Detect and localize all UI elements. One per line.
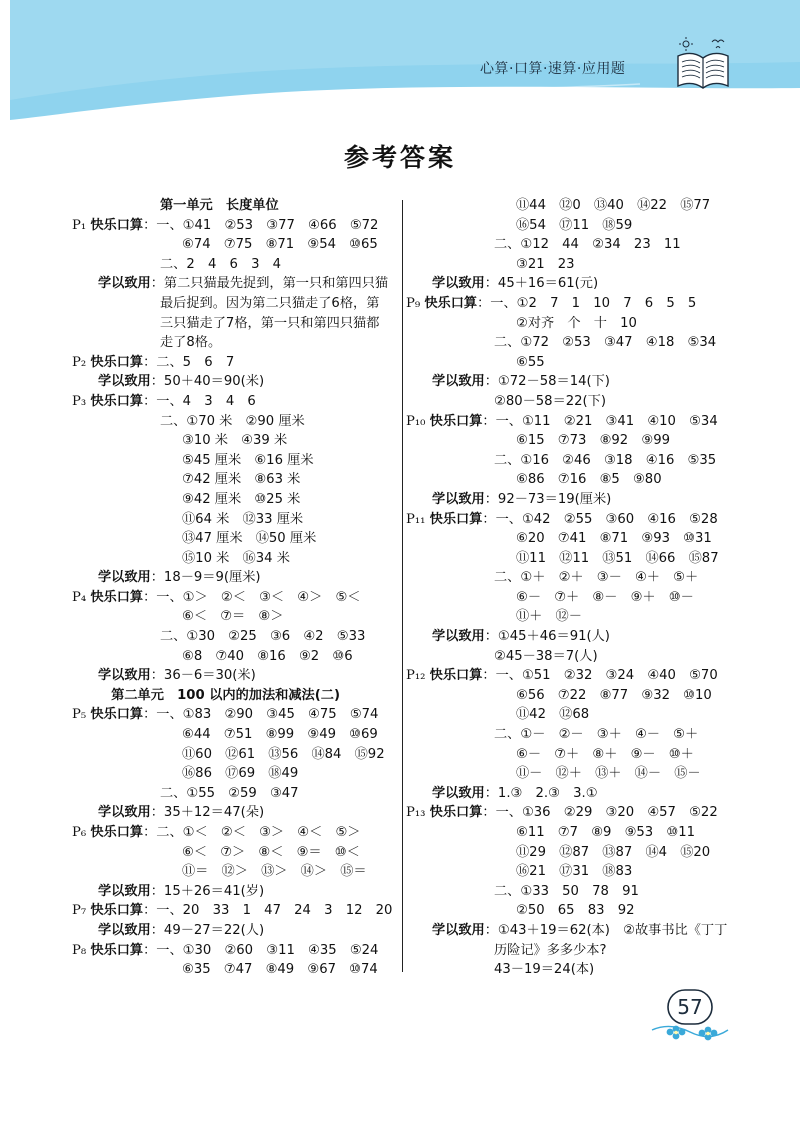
answer-text: ：一、①2 7 1 10 7 6 5 5 [477, 295, 697, 311]
answer-line [72, 705, 400, 725]
page-ref: P₆ [72, 825, 91, 840]
answer-line [72, 353, 400, 373]
answer-line [406, 921, 746, 941]
page-number-badge [650, 986, 730, 1046]
answer-line [406, 686, 746, 706]
answer-text: ⑪29 ⑫87 ⑬87 ⑭4 ⑮20 [516, 844, 711, 860]
answer-text: ：①43＋19＝62(本) ②故事书比《丁丁 [484, 922, 728, 938]
page-ref: P₉ [406, 295, 425, 311]
answer-text: 二、①33 50 78 91 [494, 883, 639, 899]
answer-line [72, 784, 400, 804]
page-ref: P₁₁ [406, 511, 430, 527]
answer-text: ⑯21 ⑰31 ⑱83 [516, 864, 633, 880]
answer-text: 二、①＋ ②＋ ③－ ④＋ ⑤＋ [494, 570, 699, 586]
answer-text: ：①45＋46＝91(人) [484, 629, 610, 645]
answer-text: ⑥86 ⑦16 ⑧5 ⑨80 [516, 472, 662, 488]
section-label: 快乐口算 [90, 589, 144, 605]
answer-line [72, 823, 400, 843]
answer-line [406, 588, 746, 608]
answer-line [406, 314, 746, 334]
answer-line [72, 490, 400, 510]
answer-line [406, 784, 746, 804]
answer-line [72, 412, 400, 432]
answer-line [72, 882, 400, 902]
answer-line [406, 803, 746, 823]
answer-line [406, 294, 746, 314]
answer-line [72, 529, 400, 549]
answer-line [72, 470, 400, 490]
section-label: 快乐口算 [429, 413, 483, 429]
answer-text: ：36－6＝30(米) [150, 668, 256, 684]
section-label: 快乐口算 [90, 903, 144, 919]
answer-text: ⑪42 ⑫68 [516, 707, 590, 723]
answer-text: ⑥－ ⑦＋ ⑧＋ ⑨－ ⑩＋ [516, 746, 694, 762]
section-label: 学以致用 [432, 276, 485, 292]
page-ref: P₈ [72, 942, 91, 958]
answer-line [406, 725, 746, 745]
answer-text: 第二单元 100 以内的加法和减法(二) [98, 687, 340, 703]
answer-text: ：一、①36 ②29 ③20 ④57 ⑤22 [482, 805, 718, 821]
answer-text: ：一、①51 ②32 ③24 ④40 ⑤70 [482, 668, 718, 684]
answer-text: ②50 65 83 92 [516, 903, 635, 919]
section-label: 学以致用 [98, 570, 151, 586]
answer-line [406, 372, 746, 392]
open-book-icon [672, 36, 734, 92]
answer-line [406, 568, 746, 588]
section-label: 快乐口算 [90, 217, 144, 233]
answer-line [72, 392, 400, 412]
section-label: 学以致用 [98, 374, 151, 390]
answer-line [406, 255, 746, 275]
section-label: 学以致用 [98, 883, 151, 899]
answer-line [72, 941, 400, 961]
answer-line [406, 666, 746, 686]
answer-line [72, 274, 400, 294]
answer-text: ⑪64 米 ⑫33 厘米 [182, 511, 304, 527]
page-ref: P₅ [72, 707, 91, 723]
answer-text: 二、①70 米 ②90 厘米 [160, 413, 305, 429]
answer-text: ：15＋26＝41(岁) [150, 883, 265, 899]
section-label: 学以致用 [98, 668, 151, 684]
answer-line [406, 960, 746, 980]
answer-line [406, 510, 746, 530]
answer-text: ：二、①＜ ②＜ ③＞ ④＜ ⑤＞ [143, 825, 361, 840]
section-label: 快乐口算 [429, 511, 483, 527]
answer-line [72, 666, 400, 686]
answer-text: ⑪11 ⑫11 ⑬51 ⑭66 ⑮87 [516, 550, 719, 566]
page-ref: P₇ [72, 903, 91, 919]
answer-line [72, 725, 400, 745]
answer-text: ：一、①30 ②60 ③11 ④35 ⑤24 [143, 942, 379, 958]
answer-text: ：18－9＝9(厘米) [150, 570, 261, 586]
answer-line [406, 823, 746, 843]
answer-text: ：一、20 33 1 47 24 3 12 20 [143, 903, 393, 919]
answer-text: ⑥35 ⑦47 ⑧49 ⑨67 ⑩74 [182, 962, 378, 978]
answer-line [406, 392, 746, 412]
section-label: 快乐口算 [90, 707, 144, 723]
answer-text: 二、①55 ②59 ③47 [160, 785, 299, 801]
answer-line [72, 333, 400, 353]
answer-text: 第一单元 长度单位 [160, 198, 279, 213]
answer-text: ：一、①11 ②21 ③41 ④10 ⑤34 [482, 413, 718, 429]
answer-line [406, 353, 746, 373]
page-ref: P₁ [72, 217, 91, 233]
section-label: 快乐口算 [90, 393, 144, 409]
answer-line [72, 235, 400, 255]
answer-text: ⑯86 ⑰69 ⑱49 [182, 766, 299, 782]
answer-text: 43－19＝24(本) [494, 962, 595, 978]
answer-line [72, 431, 400, 451]
answer-line [406, 529, 746, 549]
answer-text: ：一、①41 ②53 ③77 ④66 ⑤72 [143, 217, 379, 233]
answer-line [406, 333, 746, 353]
answer-line [406, 843, 746, 863]
answer-line [72, 862, 400, 882]
answer-text: 二、①72 ②53 ③47 ④18 ⑤34 [494, 335, 717, 351]
answer-line [72, 294, 400, 314]
answer-line [72, 901, 400, 921]
page-title: 参考答案 [343, 143, 456, 172]
answer-text: ⑥11 ⑦7 ⑧9 ⑨53 ⑩11 [516, 825, 695, 840]
answer-text: 历险记》多多少本? [494, 942, 607, 958]
page-ref: P₂ [72, 354, 91, 370]
section-label: 快乐口算 [429, 668, 483, 684]
section-label: 快乐口算 [424, 295, 478, 311]
answer-line [406, 235, 746, 255]
answer-line [72, 588, 400, 608]
section-label: 快乐口算 [429, 805, 483, 821]
answer-text: ：35＋12＝47(朵) [150, 805, 265, 821]
answer-text: ⑥＜ ⑦＞ ⑧＜ ⑨＝ ⑩＜ [182, 844, 360, 860]
answer-line [72, 549, 400, 569]
answer-line [72, 607, 400, 627]
page-ref: P₁₀ [406, 413, 430, 429]
answer-line [406, 274, 746, 294]
section-label: 快乐口算 [90, 942, 144, 958]
answer-text: ⑪＋ ⑫－ [516, 609, 582, 625]
answer-line [406, 745, 746, 765]
answer-line [72, 196, 400, 216]
answer-text: 二、2 4 6 3 4 [160, 256, 282, 272]
answer-line [406, 627, 746, 647]
answer-line [406, 862, 746, 882]
answer-text: ②80－58＝22(下) [494, 393, 607, 409]
answer-text: 二、①16 ②46 ③18 ④16 ⑤35 [494, 452, 717, 468]
answer-line [406, 490, 746, 510]
answer-text: ⑪－ ⑫＋ ⑬＋ ⑭－ ⑮－ [516, 766, 701, 782]
answer-line [72, 314, 400, 334]
answer-line [72, 921, 400, 941]
answer-text: 最后捉到。因为第二只猫走了6格，第 [160, 295, 380, 311]
section-label: 学以致用 [432, 374, 485, 390]
answer-line [72, 764, 400, 784]
answer-line [406, 470, 746, 490]
page-ref: P₄ [72, 589, 91, 605]
answer-text: ：92－73＝19(厘米) [484, 491, 612, 507]
section-label: 快乐口算 [90, 825, 144, 840]
section-label: 学以致用 [432, 785, 485, 801]
section-label: 学以致用 [98, 922, 151, 938]
answer-line [72, 568, 400, 588]
answer-text: 二、①－ ②－ ③＋ ④－ ⑤＋ [494, 727, 699, 743]
answer-text: ：50＋40＝90(米) [150, 374, 265, 390]
answer-text: ：①72－58＝14(下) [484, 374, 610, 390]
answer-line [72, 686, 400, 706]
section-label: 学以致用 [98, 276, 151, 292]
answer-text: ⑪＝ ⑫＞ ⑬＞ ⑭＞ ⑮＝ [182, 864, 367, 880]
answer-text: ⑥15 ⑦73 ⑧92 ⑨99 [516, 433, 670, 449]
answer-text: ⑪44 ⑫0 ⑬40 ⑭22 ⑮77 [516, 198, 711, 213]
answer-line [72, 647, 400, 667]
answer-text: ⑮10 米 ⑯34 米 [182, 550, 290, 566]
answer-text: ⑥8 ⑦40 ⑧16 ⑨2 ⑩6 [182, 648, 353, 664]
answer-text: 二、①12 44 ②34 23 11 [494, 237, 681, 253]
section-label: 学以致用 [432, 491, 485, 507]
answer-text: 三只猫走了7格，第一只和第四只猫都 [160, 315, 380, 331]
answer-line [72, 510, 400, 530]
answer-line [406, 901, 746, 921]
answer-text: ⑪60 ⑫61 ⑬56 ⑭84 ⑮92 [182, 746, 385, 762]
answer-line [406, 764, 746, 784]
section-label: 学以致用 [432, 922, 485, 938]
answer-line [406, 705, 746, 725]
answer-text: ③21 23 [516, 256, 575, 272]
answer-text: ⑥＜ ⑦＝ ⑧＞ [182, 609, 284, 625]
answer-line [72, 255, 400, 275]
answer-line [72, 627, 400, 647]
section-label: 学以致用 [98, 805, 151, 821]
answer-text: ②对齐 个 十 10 [516, 315, 637, 331]
answer-text: ：45＋16＝61(元) [484, 276, 599, 292]
answer-text: ：一、①＞ ②＜ ③＜ ④＞ ⑤＜ [143, 589, 361, 605]
answer-text: ⑥56 ⑦22 ⑧77 ⑨32 ⑩10 [516, 687, 712, 703]
answer-line [406, 549, 746, 569]
answer-line [72, 745, 400, 765]
page-ref: P₁₃ [406, 805, 430, 821]
answer-text: ⑥74 ⑦75 ⑧71 ⑨54 ⑩65 [182, 237, 378, 253]
answer-text: ：一、4 3 4 6 [143, 393, 256, 409]
answer-line [72, 803, 400, 823]
column-divider [402, 200, 403, 972]
series-label: 心算·口算·速算·应用题 [480, 61, 626, 77]
answer-text: ：第二只猫最先捉到，第一只和第四只猫 [150, 276, 389, 292]
answer-line [406, 607, 746, 627]
page-ref: P₃ [72, 393, 91, 409]
answer-line [406, 941, 746, 961]
answer-text: ⑥20 ⑦41 ⑧71 ⑨93 ⑩31 [516, 531, 712, 547]
answer-text: ⑯54 ⑰11 ⑱59 [516, 217, 633, 233]
answer-column-left [72, 196, 400, 980]
answer-text: ：1.③ 2.③ 3.① [484, 785, 598, 801]
answer-line [72, 451, 400, 471]
answer-line [406, 647, 746, 667]
page-number: 57 [677, 995, 703, 1019]
answer-text: 二、①30 ②25 ③6 ④2 ⑤33 [160, 629, 366, 645]
answer-text: ⑥44 ⑦51 ⑧99 ⑨49 ⑩69 [182, 727, 378, 743]
answer-text: ⑥55 [516, 354, 545, 370]
answer-line [406, 196, 746, 216]
answer-text: ②45－38＝7(人) [494, 648, 598, 664]
answer-text: ③10 米 ④39 米 [182, 433, 288, 449]
answer-line [72, 960, 400, 980]
answer-text: ⑦42 厘米 ⑧63 米 [182, 472, 301, 488]
answer-text: ⑤45 厘米 ⑥16 厘米 [182, 452, 314, 468]
answer-line [406, 451, 746, 471]
answer-line [72, 372, 400, 392]
section-label: 快乐口算 [90, 354, 144, 370]
answer-text: ：一、①42 ②55 ③60 ④16 ⑤28 [482, 511, 718, 527]
answer-line [406, 431, 746, 451]
answer-text: 走了8格。 [160, 335, 222, 351]
answer-line [406, 882, 746, 902]
answer-line [72, 843, 400, 863]
page-ref: P₁₂ [406, 668, 430, 684]
answer-line [406, 216, 746, 236]
answer-text: ：二、5 6 7 [143, 354, 235, 370]
section-label: 学以致用 [432, 629, 485, 645]
answer-text: ⑥－ ⑦＋ ⑧－ ⑨＋ ⑩－ [516, 589, 694, 605]
answer-line [406, 412, 746, 432]
answer-text: ：49－27＝22(人) [150, 922, 265, 938]
answer-text: ：一、①83 ②90 ③45 ④75 ⑤74 [143, 707, 379, 723]
answer-line [72, 216, 400, 236]
answer-text: ⑨42 厘米 ⑩25 米 [182, 491, 301, 507]
answer-column-right [406, 196, 746, 980]
answer-text: ⑬47 厘米 ⑭50 厘米 [182, 531, 317, 547]
